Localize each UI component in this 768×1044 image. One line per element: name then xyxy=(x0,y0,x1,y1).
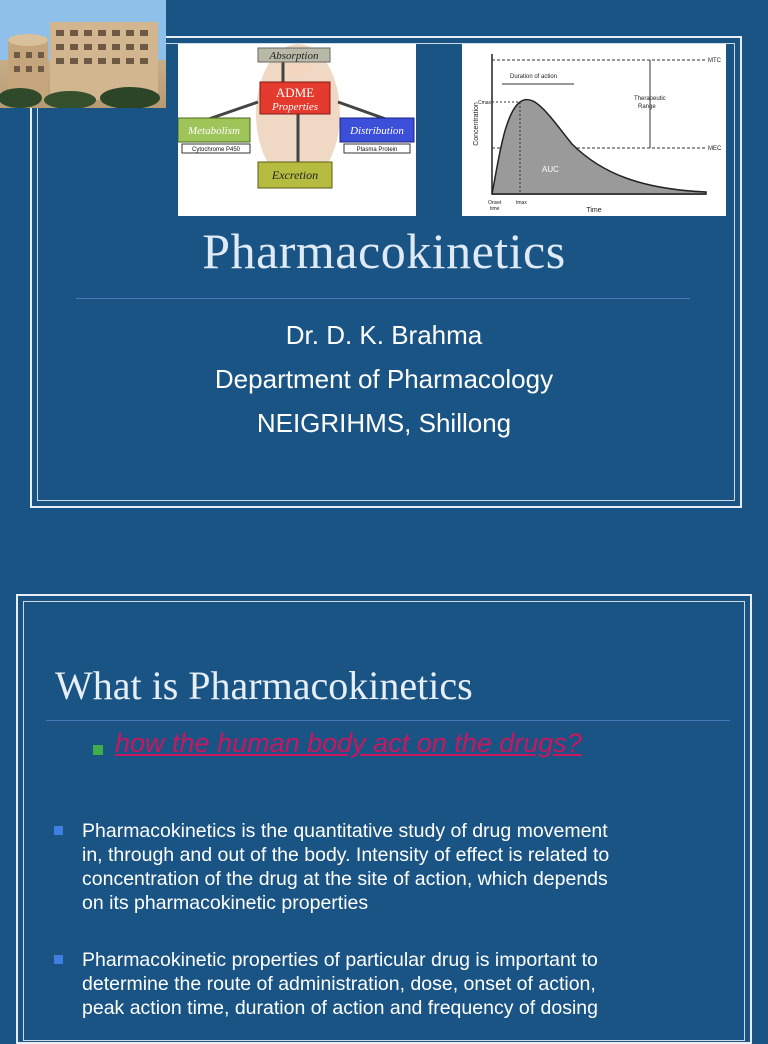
adme-diagram xyxy=(178,44,416,216)
text-line: determine the route of administration, dose, onset of action, xyxy=(82,973,596,995)
text-line: in, through and out of the body. Intensity of effect is related to xyxy=(82,844,610,866)
graph-duration-label: Duration of action xyxy=(510,74,558,80)
slide1-title: Pharmacokinetics xyxy=(202,223,566,279)
text-line: Pharmacokinetic properties of particular drug is important to xyxy=(82,949,598,971)
adme-top-label: Absorption xyxy=(269,50,319,62)
question-link[interactable]: how the human body act on the drugs? xyxy=(115,728,582,758)
graph-mec-label: MEC xyxy=(708,146,722,152)
graph-onset-label-2: time xyxy=(490,206,500,212)
text-line: peak action time, duration of action and frequency of dosing xyxy=(82,997,598,1019)
adme-bottom-label: Excretion xyxy=(271,168,319,182)
graph-therapeutic-label-1: Therapeutic xyxy=(634,96,666,102)
adme-right-label: Distribution xyxy=(350,125,404,137)
adme-left-label: Metabolism xyxy=(188,125,240,137)
title-divider xyxy=(76,298,690,299)
text-line: concentration of the drug at the site of action, which depends xyxy=(82,868,608,890)
author-department: Department of Pharmacology xyxy=(214,364,554,394)
graph-auc-label: AUC xyxy=(542,165,559,174)
graph-cmax-label: Cmax xyxy=(478,100,492,106)
graph-tmax-label: tmax xyxy=(516,200,527,206)
graph-mtc-label: MTC xyxy=(708,58,721,64)
building-photo xyxy=(0,0,166,108)
graph-ylabel: Concentration xyxy=(473,102,480,146)
bullet-icon xyxy=(54,826,63,835)
text-line: on its pharmacokinetic properties xyxy=(82,892,369,914)
author-institution: NEIGRIHMS, Shillong xyxy=(256,408,512,438)
adme-right-sub: Plasma Protein xyxy=(356,147,398,153)
graph-xlabel: Time xyxy=(586,207,602,214)
title-divider xyxy=(46,720,730,721)
content-slide xyxy=(0,590,768,1024)
bullet-icon xyxy=(54,955,63,964)
graph-therapeutic-label-2: Range xyxy=(638,104,656,110)
adme-center-label-2: Properties xyxy=(271,101,319,113)
green-bullet-icon xyxy=(93,745,103,755)
bullet-paragraph-2 xyxy=(82,948,742,1020)
adme-left-sub: Cytochrome P450 xyxy=(191,147,241,153)
concentration-time-graph xyxy=(462,44,726,216)
title-slide xyxy=(0,0,768,520)
adme-center-label-1: ADME xyxy=(275,85,315,100)
text-line: Pharmacokinetics is the quantitative study of drug movement xyxy=(82,820,608,842)
graph-onset-label-1: Onset xyxy=(488,200,502,206)
slide2-title: What is Pharmacokinetics xyxy=(55,663,473,708)
bullet-paragraph-1 xyxy=(82,819,742,915)
author-name: Dr. D. K. Brahma xyxy=(285,320,483,350)
